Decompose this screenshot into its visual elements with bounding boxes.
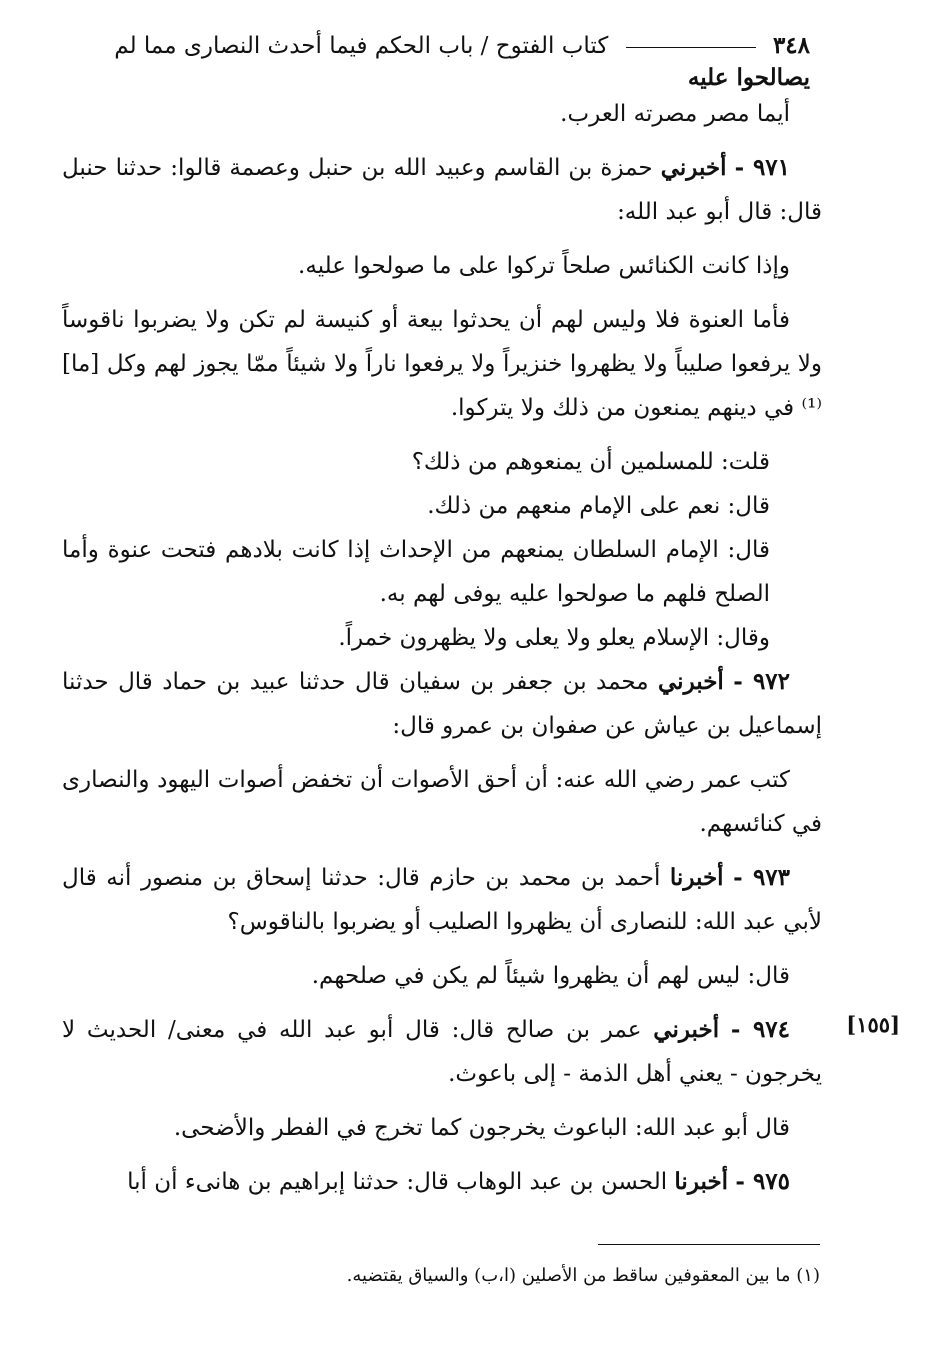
paragraph-text: قال: ليس لهم أن يظهروا شيئاً لم يكن في صلحهم. bbox=[311, 963, 790, 989]
footnote-rule bbox=[598, 1244, 820, 1245]
paragraph-text: وقال: الإسلام يعلو ولا يعلى ولا يظهرون خمراً. bbox=[338, 625, 770, 651]
hadith-number: ٩٧٤ - bbox=[730, 1016, 790, 1043]
paragraph-text: قال: نعم على الإمام منعهم من ذلك. bbox=[427, 493, 770, 519]
running-header bbox=[30, 30, 810, 100]
footnote: (١) ما بين المعقوفين ساقط من الأصلين (ا،ب) والسياق يقتضيه. bbox=[346, 1265, 820, 1286]
paragraph bbox=[62, 528, 822, 616]
paragraph bbox=[62, 954, 822, 998]
paragraph bbox=[62, 298, 822, 430]
narration-keyword: أخبرنا bbox=[669, 864, 724, 891]
paragraph-text: وإذا كانت الكنائس صلحاً تركوا على ما صولحوا عليه. bbox=[298, 253, 790, 279]
paragraph bbox=[62, 1106, 822, 1150]
paragraph bbox=[62, 616, 822, 660]
hadith-paragraph bbox=[62, 660, 822, 748]
margin-reference: [١٥٥] bbox=[846, 1012, 900, 1037]
paragraph-text: أيما مصر مصرته العرب. bbox=[560, 101, 790, 127]
hadith-paragraph bbox=[62, 1160, 822, 1204]
header-rule bbox=[626, 47, 756, 48]
narration-keyword: أخبرني bbox=[660, 154, 727, 181]
hadith-paragraph bbox=[62, 146, 822, 234]
paragraph-text: قال أبو عبد الله: الباعوث يخرجون كما تخرج في الفطر والأضحى. bbox=[173, 1115, 790, 1141]
paragraph-text: قال: الإمام السلطان يمنعهم من الإحداث إذا كانت بلادهم فتحت عنوة وأما الصلح فلهم ما صولحوا عليه يوفى لهم به. bbox=[62, 537, 770, 607]
paragraph bbox=[62, 484, 822, 528]
paragraph-text: قلت: للمسلمين أن يمنعوهم من ذلك؟ bbox=[411, 449, 770, 475]
hadith-number: ٩٧٢ - bbox=[733, 668, 791, 695]
narration-keyword: أخبرني bbox=[653, 1016, 720, 1043]
header-line-1 bbox=[30, 30, 810, 62]
page-body bbox=[62, 92, 822, 1214]
hadith-number: ٩٧١ - bbox=[734, 154, 791, 181]
paragraph-text: كتب عمر رضي الله عنه: أن أحق الأصوات أن تخفض أصوات اليهود والنصارى في كنائسهم. bbox=[62, 767, 822, 837]
paragraph-text: فأما العنوة فلا وليس لهم أن يحدثوا بيعة أو كنيسة لم تكن ولا يضربوا ناقوساً ولا يرفعوا صليباً ولا يظهروا خنزيراً ولا يرفعوا ناراً ولا شيئاً ممّا يجوز لهم وكل [ما]⁽¹⁾ في دينهم يمنعون من ذلك ولا يتركوا. bbox=[62, 307, 822, 421]
hadith-paragraph bbox=[62, 856, 822, 944]
paragraph bbox=[62, 92, 822, 136]
paragraph-text: محمد بن جعفر بن سفيان قال حدثنا عبيد بن حماد قال حدثنا إسماعيل بن عياش عن صفوان بن عمرو قال: bbox=[62, 669, 822, 739]
paragraph-text: الحسن بن عبد الوهاب قال: حدثنا إبراهيم بن هانىء أن أبا bbox=[127, 1169, 675, 1195]
paragraph-text: حمزة بن القاسم وعبيد الله بن حنبل وعصمة قالوا: حدثنا حنبل قال: قال أبو عبد الله: bbox=[62, 155, 822, 225]
paragraph-text: عمر بن صالح قال: قال أبو عبد الله في معنى/ الحديث لا يخرجون - يعني أهل الذمة - إلى باعوث. bbox=[62, 1017, 822, 1087]
hadith-number: ٩٧٥ - bbox=[735, 1168, 790, 1195]
header-title-1: كتاب الفتوح / باب الحكم فيما أحدث النصارى مما لم bbox=[114, 33, 609, 59]
paragraph bbox=[62, 244, 822, 288]
hadith-paragraph bbox=[62, 1008, 822, 1096]
page-number: ٣٤٨ bbox=[772, 32, 810, 59]
paragraph bbox=[62, 440, 822, 484]
paragraph-text: أحمد بن محمد بن حازم قال: حدثنا إسحاق بن منصور أنه قال لأبي عبد الله: للنصارى أن يظهروا الصليب أو يضربوا بالناقوس؟ bbox=[62, 865, 822, 935]
narration-keyword: أخبرنا bbox=[674, 1168, 729, 1195]
header-title-2: يصالحوا عليه bbox=[687, 64, 810, 91]
narration-keyword: أخبرني bbox=[658, 668, 724, 695]
paragraph bbox=[62, 758, 822, 846]
hadith-number: ٩٧٣ - bbox=[733, 864, 790, 891]
